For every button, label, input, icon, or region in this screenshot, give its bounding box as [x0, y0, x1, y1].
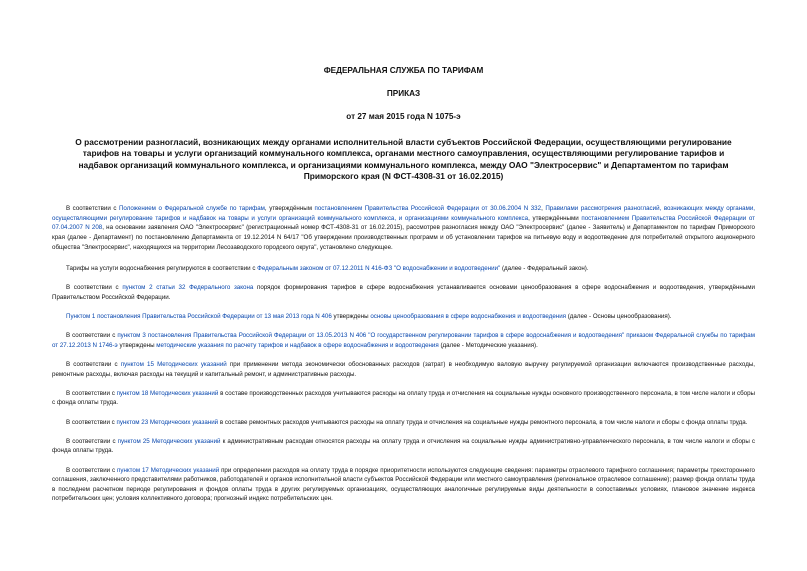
paragraph-3 — [52, 283, 755, 302]
paragraph-6 — [52, 360, 755, 379]
paragraph-2 — [52, 264, 755, 274]
legal-reference-link[interactable]: пунктом 18 Методических указаний — [116, 389, 219, 397]
paragraph-text: порядок формирования тарифов в сфере водоснабжения устанавливается основами ценообразования в сфере водоснабжения и водоотведения, утверждёнными Правительством Российской Федерации. — [52, 284, 756, 301]
legal-reference-link[interactable]: пунктом 3 постановления Правительства Российской Федерации от 13.05.2013 N 406 "О государственном регулировании тарифов в сфере водоснабжения и водоотведения" — [117, 332, 625, 340]
paragraph-text: В соответствии с — [66, 361, 121, 369]
paragraph-text: В соответствии с — [66, 418, 117, 426]
document-body — [52, 204, 755, 504]
paragraph-text: в составе ремонтных расходов учитываются расходы на оплату труда и отчисления на социальные нужды ремонтного персонала, в том числе налоги и сборы с фонда оплаты труда. — [218, 418, 748, 426]
paragraph-7 — [52, 389, 755, 408]
legal-reference-link[interactable]: пунктом 17 Методических указаний — [117, 466, 220, 474]
paragraph-text: при применении метода экономически обоснованных расходов (затрат) в необходимую валовую выручку регулируемой организации включаются производственные расходы, ремонтные расходы, включая расходы на текущий и капитальный ремонт, и административные расходы. — [52, 361, 755, 378]
paragraph-text: Тарифы на услуги водоснабжения регулируются в соответствии с — [66, 265, 258, 273]
paragraph-5 — [52, 331, 755, 350]
legal-reference-link[interactable]: пунктом 25 Методических указаний — [117, 437, 221, 445]
paragraph-8 — [52, 418, 755, 428]
legal-reference-link[interactable]: постановлением Правительства Российской Федерации от 07.04.2007 N 208 — [52, 214, 755, 232]
paragraph-text: , утверждённым — [264, 205, 315, 213]
paragraph-text: , утверждёнными — [528, 214, 582, 222]
paragraph-text: В соответствии с — [66, 284, 123, 292]
paragraph-text: , — [541, 205, 546, 213]
paragraph-text: к административным расходам относятся расходы на оплату труда и отчисления на социальные нужды административно-управленческого персонала, в том числе налоги и сборы с фонда оплаты труда. — [52, 437, 756, 455]
legal-reference-link[interactable]: Положением о Федеральной службе по тарифам — [118, 205, 265, 213]
document-type: ПРИКАЗ — [386, 89, 421, 98]
paragraph-text: (далее - Основы ценообразования). — [566, 313, 672, 321]
legal-reference-link[interactable]: пунктом 23 Методических указаний — [116, 418, 219, 426]
legal-reference-link[interactable]: пунктом 15 Методических указаний — [120, 361, 227, 369]
legal-reference-link[interactable]: Правилами рассмотрения разногласий, возникающих между органами, осуществляющими регулирование тарифов и надбавок на товары и услуги организаций коммунального комплекса, и организациями коммунального комплекса — [52, 205, 756, 222]
legal-reference-link[interactable]: Федеральным законом от 07.12.2011 N 416-ФЗ "О водоснабжении и водоотведении" — [257, 265, 501, 273]
paragraph-4 — [52, 312, 755, 322]
document-title: О рассмотрении разногласий, возникающих между органами исполнительной власти субъектов Российской Федерации, осуществляющими регулирование тарифов на товары и услуги организаций коммунального комплекса, органами местного самоуправления, осуществляющими регулирование тарифов и надбавок организаций коммунального комплекса, и организациями коммунального комплекса, между ОАО "Электросервис" и Департаментом по тарифам Приморского края (N ФСТ-4308-31 от 16.02.2015) — [75, 137, 732, 181]
paragraph-text: , на основании заявления ОАО "Электросервис" (регистрационный номер ФСТ-4308-31 от 16.02.2015), рассмотрев разногласия между ОАО "Электросервис" (далее - Заявитель) и Департаментом по тарифам Приморского края (далее - Департамент) по постановлению Департамента от 19.12.2014 N 64/17 "Об утверждении производственных программ и об установлении тарифов на питьевую воду и водоотведение для потребителей открытого акционерного общества "Электросервис", находящихся на территории Лесозаводского городского округа", установлено следующее. — [52, 224, 755, 251]
legal-reference-link[interactable]: приказом Федеральной службы по тарифам от 27.12.2013 N 1746-э — [52, 332, 755, 349]
paragraph-text: В соответствии с — [66, 466, 117, 474]
legal-reference-link[interactable]: методические указания по расчету тарифов и надбавок в сфере водоснабжения и водоотведения — [156, 341, 439, 349]
paragraph-text: (далее - Федеральный закон). — [500, 265, 589, 273]
paragraph-text: в составе производственных расходов учитываются расходы на оплату труда и отчисления на социальные нужды основного производственного персонала, в том числе налоги и сборы с фонда оплаты труда. — [52, 389, 755, 407]
legal-reference-link[interactable]: пунктом 2 статьи 32 Федерального закона — [122, 284, 254, 292]
paragraph-text: В соответствии с — [66, 205, 119, 213]
paragraph-text: В соответствии с — [66, 332, 118, 340]
issuing-authority: ФЕДЕРАЛЬНАЯ СЛУЖБА ПО ТАРИФАМ — [323, 66, 484, 75]
legal-reference-link[interactable]: постановлением Правительства Российской Федерации от 30.06.2004 N 332 — [314, 205, 542, 213]
paragraph-1 — [52, 204, 755, 252]
paragraph-text: при определении расходов на оплату труда в порядке приоритетности используются следующие сведения: параметры отраслевого тарифного соглашения; параметры трехстороннего соглашения, заключенного представителями работников, работодателей и органов исполнительной власти субъектов Российской Федерации или местного самоуправления (региональное отраслевое соглашение); размер фонда оплаты труда в последнем расчетном периоде регулирования и фондов оплаты труда в других регулируемых организациях, осуществляющих аналогичные регулируемые виды деятельности в сопоставимых условиях, плановое значение индекса потребительских цен; условия коллективного договора; прогнозный индекс потребительских цен. — [52, 466, 756, 503]
paragraph-text: В соответствии с — [66, 437, 118, 445]
paragraph-text: В соответствии с — [66, 389, 117, 397]
paragraph-text: (далее - Методические указания). — [438, 341, 538, 349]
paragraph-9 — [52, 437, 755, 456]
legal-reference-link[interactable]: Пунктом 1 постановления Правительства Российской Федерации от 13 мая 2013 года N 406 — [66, 313, 332, 321]
paragraph-text: утверждены — [117, 341, 157, 349]
document-date: от 27 мая 2015 года N 1075-э — [346, 112, 461, 121]
paragraph-10 — [52, 466, 755, 504]
paragraph-text: утверждены — [331, 313, 371, 321]
legal-reference-link[interactable]: основы ценообразования в сфере водоснабжения и водоотведения — [370, 313, 566, 321]
